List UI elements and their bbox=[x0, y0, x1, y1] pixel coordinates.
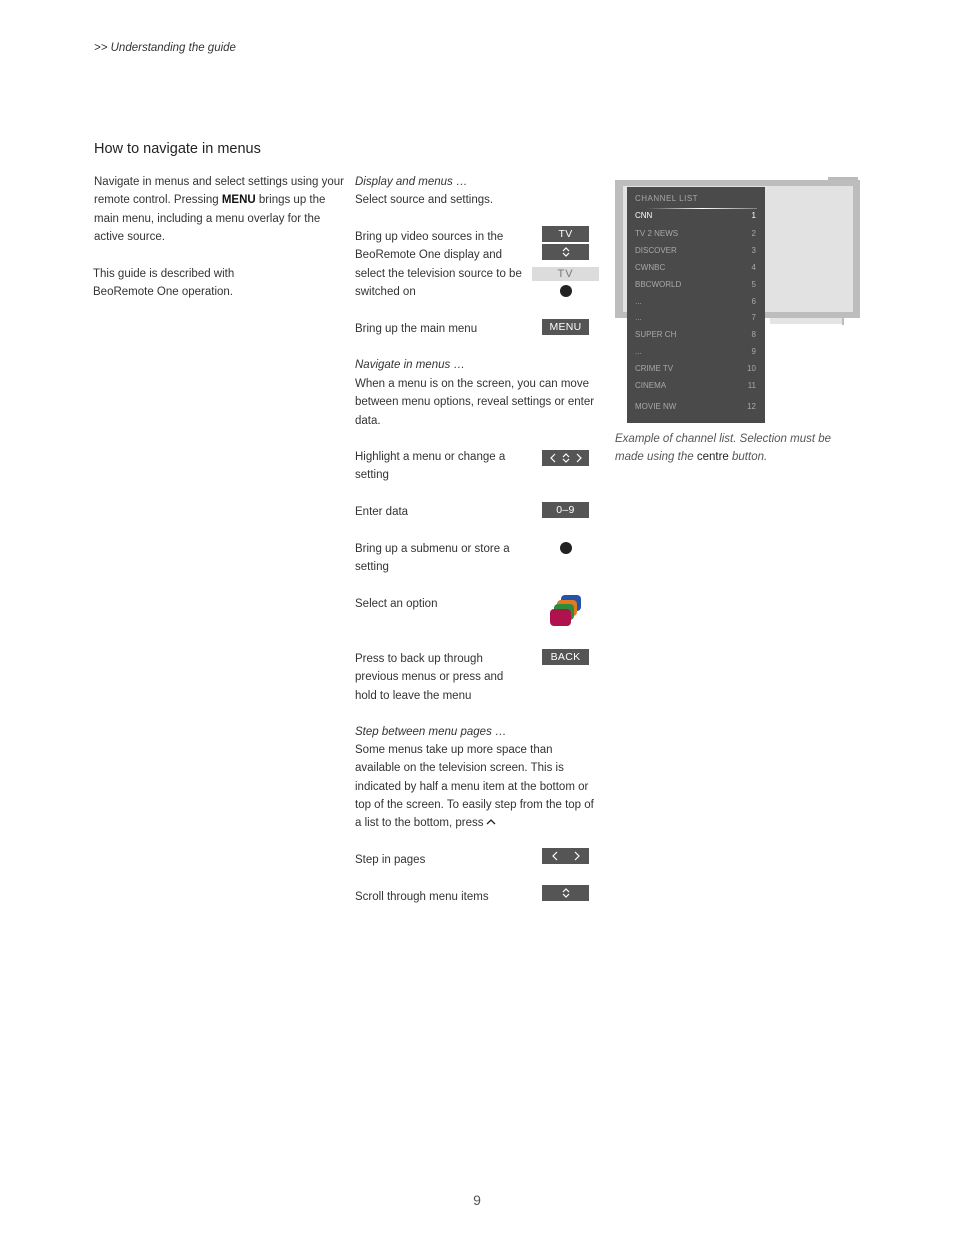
list-item[interactable]: TV 2 NEWS 2 bbox=[635, 229, 756, 238]
list-item[interactable]: ... 9 bbox=[635, 347, 756, 356]
up-down-icon bbox=[542, 244, 589, 260]
display-section-title: Display and menus … bbox=[355, 176, 468, 188]
centre-keyword: centre bbox=[696, 451, 729, 464]
step-section-title: Step between menu pages … bbox=[355, 726, 507, 738]
channel-list-panel bbox=[627, 187, 765, 423]
list-item[interactable]: ... 7 bbox=[635, 313, 756, 322]
navigate-section-text: When a menu is on the screen, you can move between menu options, reveal settings or enter data. bbox=[355, 378, 595, 427]
menu-button: MENU bbox=[542, 319, 589, 335]
centre-button-icon bbox=[560, 542, 572, 554]
instruction-step-pages: Step in pages bbox=[355, 854, 426, 866]
selection-highlight bbox=[647, 208, 757, 209]
channel-list-title: CHANNEL LIST bbox=[635, 194, 699, 203]
instruction-highlight: Highlight a menu or change a setting bbox=[355, 451, 506, 482]
list-item[interactable]: CWNBC 4 bbox=[635, 263, 756, 272]
tv-stand bbox=[770, 318, 843, 324]
tv-display-button: TV bbox=[532, 267, 599, 281]
colour-buttons-icon bbox=[549, 595, 585, 627]
left-right-icon bbox=[542, 848, 589, 864]
figure-caption: Example of channel list. Selection must be made using the centre button. bbox=[615, 433, 832, 464]
digits-button: 0–9 bbox=[542, 502, 589, 518]
list-item[interactable]: SUPER CH 8 bbox=[635, 330, 756, 339]
back-button: BACK bbox=[542, 649, 589, 665]
list-item[interactable]: MOVIE NW 12 bbox=[635, 402, 756, 411]
instruction-enter-data: Enter data bbox=[355, 506, 409, 518]
list-item[interactable]: DISCOVER 3 bbox=[635, 246, 756, 255]
instruction-main-menu: Bring up the main menu bbox=[355, 323, 478, 335]
breadcrumb: >> Understanding the guide bbox=[94, 42, 236, 54]
red-key-icon bbox=[550, 609, 571, 626]
list-item[interactable]: ... 6 bbox=[635, 297, 756, 306]
centre-button-icon bbox=[560, 285, 572, 297]
navigate-section-title: Navigate in menus … bbox=[355, 359, 465, 371]
instruction-submenu: Bring up a submenu or store a setting bbox=[355, 543, 510, 574]
tv-stand-leg bbox=[842, 318, 844, 325]
intro-paragraph: Navigate in menus and select settings using your remote control. Pressing MENU brings up the main menu, including a menu overlay for the active source. bbox=[94, 176, 344, 243]
instruction-scroll: Scroll through menu items bbox=[355, 891, 489, 903]
list-item[interactable]: CNN 1 bbox=[635, 211, 756, 220]
instruction-video-sources: Bring up video sources in the BeoRemote One display and select the television source to be switched on bbox=[355, 231, 522, 298]
arrows-icon bbox=[542, 450, 589, 466]
list-item[interactable]: CINEMA 11 bbox=[635, 381, 756, 390]
menu-keyword: MENU bbox=[221, 194, 256, 207]
guide-note: This guide is described with BeoRemote One operation. bbox=[93, 268, 235, 299]
list-item[interactable]: BBCWORLD 5 bbox=[635, 280, 756, 289]
tv-button: TV bbox=[542, 226, 589, 242]
instruction-back: Press to back up through previous menus or press and hold to leave the menu bbox=[355, 653, 504, 702]
up-down-icon bbox=[542, 885, 589, 901]
page-number: 9 bbox=[473, 1192, 481, 1208]
chevron-up-icon bbox=[485, 817, 497, 826]
instruction-select-option: Select an option bbox=[355, 598, 438, 610]
display-section-text: Select source and settings. bbox=[355, 194, 494, 206]
page-title: How to navigate in menus bbox=[94, 141, 261, 157]
step-section-text: Some menus take up more space than available on the television screen. This is indicated by half a menu item at the bottom or top of the screen. To easily step from the top of a list to the bottom, press bbox=[355, 744, 594, 830]
list-item[interactable]: CRIME TV 10 bbox=[635, 364, 756, 373]
